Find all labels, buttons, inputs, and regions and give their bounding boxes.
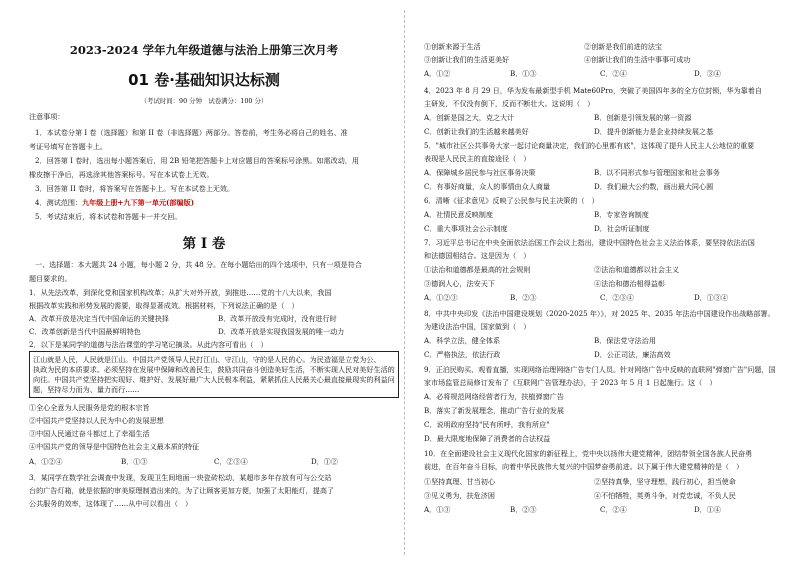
statement: ③创新让我们的生活更美好: [424, 55, 510, 64]
question-stem: 公共服务的效率，这体现了……从中可以看出（ ）: [29, 499, 193, 508]
note-line: 橡皮擦干净后，再选涂其他答案标号。写在本试卷上无效。: [29, 170, 214, 179]
option-b: B．改革开放没有完成时，没有进行时: [218, 314, 337, 323]
scope-value: 九年级上册+九下第一单元(部编版): [82, 198, 195, 207]
statement: ②坚持真挚，坚守理想，践行初心，担当使命: [594, 477, 736, 486]
option-d: D．最大限度地保障了消费者的合法权益: [424, 434, 551, 443]
option-c: C．②③④: [600, 293, 634, 302]
option-c: C．有事好商量，众人的事情由众人商量: [424, 182, 551, 191]
question-stem: 表现是人民民主的直接途径（ ）: [424, 154, 531, 163]
material-line: 江山就是人民，人民就是江山。中国共产党领导人民打江山、守江山，守的是人民的心。为民造福是立党为公、: [33, 355, 381, 364]
statement: ④不怕牺牲，英勇斗争，对党忠诚，不负人民: [594, 491, 736, 500]
statement: ④创新让我们的生活中事事可成功: [584, 55, 691, 64]
option-b: B．保法党守法治用: [594, 336, 656, 345]
question-stem: 主研发，不仅没有倒下，反而不断壮大。这说明（ ）: [424, 99, 595, 108]
option-a: A．①③: [424, 505, 451, 514]
option-c: C．②④: [600, 505, 627, 514]
question-stem: 9．正泊民购买、观看直播，实现网络治理网络广告专门人员。针对网络广告中反映的直联网"弹窗广告"问题，国: [424, 365, 776, 374]
option-b: B．①③: [510, 69, 537, 78]
statement: ③见义勇为，扶危济困: [424, 491, 495, 500]
option-a: A．必将规范网络经营者行为，扶植弹窗广告: [424, 392, 564, 401]
statement: ②法治和道德都以社会主义: [594, 265, 680, 274]
section-intro: 题目要求的。: [29, 274, 72, 283]
section-intro: 一、选择题：本大题共 24 小题，每小题 2 分，共 48 分。在每小题给出的四个选项中，只有一项是符合: [35, 260, 362, 269]
question-stem: 家市场监管总局修订发布了《互联网广告管理办法》，于 2023 年 5 月 1 日起施行。这（ ）: [424, 378, 717, 387]
option-d: D．①④: [694, 505, 721, 514]
question-stem: 6．清晰《征求意见》反映了公民参与民主决策的（ ）: [424, 196, 599, 205]
note-line: [35, 198, 194, 207]
statement: ④法治和德治相得益彰: [594, 279, 665, 288]
question-stem: 为建设法治中国，国家做到（ ）: [424, 322, 531, 331]
option-b: B．创新是引领发展的第一资源: [594, 113, 692, 122]
question-stem: 前进，在百年奋斗目标，向着中华民族伟大复兴的中国梦奋勇前进。以下属于伟大建党精神的是（ ）: [424, 462, 744, 471]
option-a: A．科学立法，健全体系: [424, 336, 501, 345]
option-a: A．①②③: [424, 293, 458, 302]
option-c: C．改革创新是当代中国最鲜明特色: [29, 327, 141, 336]
option-c: C．重大事项社会公示制度: [424, 224, 508, 233]
option-a: A．①②④: [29, 457, 63, 466]
note-line: 3．回答第 II 卷时，将答案写在答题卡上。写在本试卷上无效。: [35, 184, 235, 193]
question-stem: 3．某同学在数学社会调查中发现，发现卫生间地面一块瓷砖松动，某超市多年存放有可与公交站: [29, 473, 332, 482]
question-stem: 7．习近平总书记在中央全面依法治国工作会议上指出，建设中国特色社会主义法治体系，要坚持依法治国: [424, 238, 755, 247]
question-stem: 1．从先法改革，到深化党和国家机构改革；从扩大对外开放，到推进……党的十八大以来，我国: [29, 288, 332, 297]
option-a: A．社情民意反映制度: [424, 210, 493, 219]
material-line: 题，坚持尽力而为、量力而行……: [33, 385, 140, 394]
option-b: B．①③: [121, 457, 148, 466]
question-stem: 4．2023 年 8 月 29 日，华为发布最新型手机 Mate60Pro，突破了美国四年多的全方位封锁，华为靠着自: [424, 86, 762, 95]
section-title: 第 I 卷: [182, 236, 226, 252]
material-line: 执政为民的本质要求。必须坚持在发展中保障和改善民生，鼓励共同奋斗创造美好生活，不断实现人民对美好生活的: [33, 365, 395, 374]
option-d: D．①③④: [694, 293, 729, 302]
statement: ③中国人民通过奋斗都过上了幸福生活: [29, 429, 150, 438]
statement: ①坚持真理、甘当初心: [424, 477, 495, 486]
notes-heading: 注意事项：: [29, 112, 65, 121]
right-column: [408, 0, 794, 562]
note-line: 5．考试结束后，将本试卷和答题卡一并交回。: [35, 212, 182, 221]
option-b: B．以不同形式参与管理国家和社会事务: [594, 168, 720, 177]
question-stem: 和法德国相结合。这是因为（ ）: [424, 251, 531, 260]
option-b: B．专家咨询制度: [594, 210, 649, 219]
statement: ③德润人心，法安天下: [424, 279, 495, 288]
note-line: 考证号填写在答题卡上。: [29, 142, 108, 151]
option-a: A．创新是国之大，克之大计: [424, 113, 515, 122]
volume-title: 01 卷·基础知识达标测: [128, 71, 280, 89]
option-c: C．严格执法，依法行政: [424, 350, 501, 359]
statement: ②中国共产党坚持以人民为中心的发展思想: [29, 416, 164, 425]
option-b: B．②③: [510, 505, 537, 514]
statement: ①法治和道德都是最高的社会规则: [424, 265, 531, 274]
option-c: C．②③④: [214, 457, 248, 466]
option-d: D．社会听证制度: [594, 224, 650, 233]
question-stem: 台的广告灯箱，就是依据的审美原理制造出来的。为了让顾客更加方便，加强了太阳能灯，提高了: [29, 486, 335, 495]
exam-meta: （考试时间：90 分钟 试卷满分：100 分）: [140, 97, 268, 105]
option-d: D．①②: [311, 457, 338, 466]
statement: ①全心全意为人民服务是党的根本宗旨: [29, 403, 150, 412]
option-d: D．③④: [694, 69, 721, 78]
option-c: C．说明政府坚持"民有所呼，我有所应": [424, 420, 550, 429]
scope-label: 4．测试范围：: [35, 198, 83, 207]
option-d: D．提升创新能力是企业持续发展之基: [594, 127, 714, 136]
material-line: 向往。中国共产党坚持把实现好、维护好、发展好最广大人民根本利益，紧紧抓住人民最关心最直接最现实的利益问: [33, 375, 395, 384]
question-stem: 5．"城市社区公共事务大家一起讨论商量决定，我们的心里都有底"，这体现了提升人民主人公地位的重要: [424, 141, 755, 150]
option-a: A．保障城乡居民参与社区事务决策: [424, 168, 536, 177]
note-line: 1．本试卷分第 I 卷（选择题）和第 II 卷（非选择题）两部分。答卷前，考生务必将自己的姓名、准: [35, 128, 348, 137]
exam-title: 2023-2024 学年九年级道德与法治上册第三次月考: [69, 43, 339, 57]
option-c: C．创新让我们的生活越来越美好: [424, 127, 529, 136]
option-d: D．我们最大公约数，画出最大同心圆: [594, 182, 714, 191]
option-b: B．落实了新发展理念，推动广告行业的发展: [424, 406, 564, 415]
option-d: D．公正司法，廉洁高效: [594, 350, 671, 359]
question-stem: 根据改革实践和形势发展的需要，取得显著成效。根据材料，下列说法正确的是（ ）: [29, 301, 299, 310]
question-stem: 10．在全面建设社会主义现代化国家的新征程上，党中央以扬伟大建党精神，团结带领全国各族人民奋勇: [424, 449, 753, 458]
question-stem: 2．以下是某同学的道德与法治课堂的学习笔记摘录。从此内容可看出（ ）: [29, 340, 268, 349]
option-a: A．改革开放是决定当代中国命运的关键抉择: [29, 314, 169, 323]
statement: ④中国共产党的领导是中国特色社会主义最本质的特征: [29, 442, 200, 451]
question-stem: 8．中共中央印发《法治中国建设规划（2020-2025 年）》，对 2025 年、2035 年法治中国建设作出战略部署。: [424, 309, 775, 318]
option-a: A．①②: [424, 69, 451, 78]
option-c: C．②④: [600, 69, 627, 78]
statement: ①创新来源于生活: [424, 42, 481, 51]
statement: ②创新是我们前进的法宝: [584, 42, 663, 51]
note-line: 2．回答第 I 卷时，选出每小题答案后，用 2B 铅笔把答题卡上对应题目的答案标号涂黑。如需改动，用: [35, 156, 359, 165]
option-d: D．改革开放是实现我国发展的唯一动力: [218, 327, 345, 336]
option-b: B．②③: [510, 293, 537, 302]
